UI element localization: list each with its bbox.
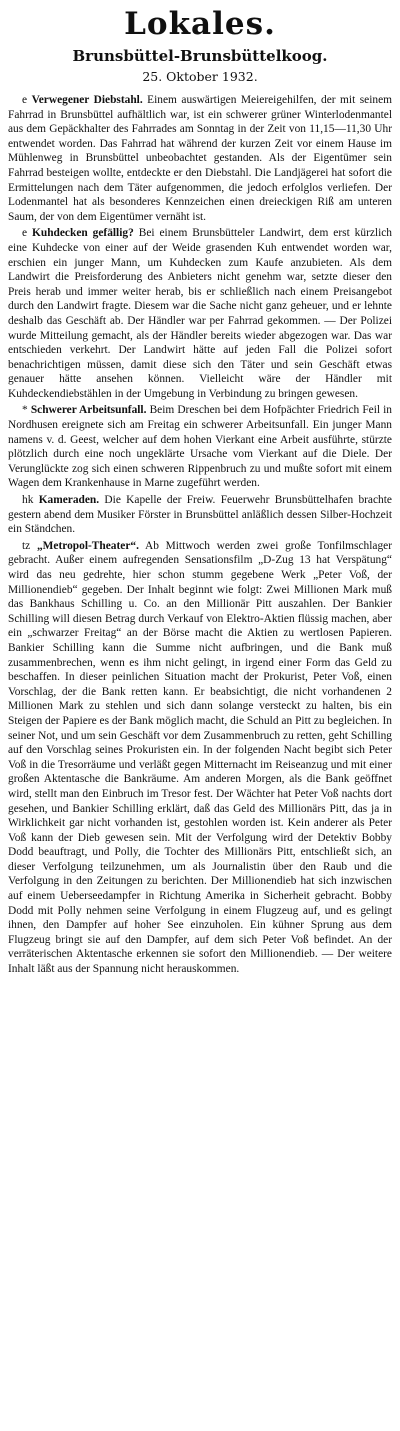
article-arbeitsunfall (8, 403, 392, 491)
article-kicker: * (22, 404, 28, 417)
article-kuhdecken (8, 226, 392, 401)
section-masthead: Lokales. (124, 6, 276, 42)
article-body: Einem auswärtigen Meiereigehilfen, der mit seinem Fahrrad in Brunsbüttel aufhältlich war, ist ein schwerer grüner Winterlodenmantel aus dem Gepäckhalter des Fahrrades am Sonntag in der Zeit von 11,15—11,30 Uhr entwendet worden. Das Fahrrad hat während der kurzen Zeit vor einem Hause im Mühlenweg in Brunsbüttel unbeobachtet gestanden. Als der Eigentümer sein Fahrrad besteigen wollte, entdeckte er den Diebstahl. Die Landjägerei hat sofort die Ermittelungen nach dem Täter aufgenommen, die jedoch erfolglos verliefen. Der Lodenmantel hat als besonderes Kennzeichen einen dreieckigen Riß am unteren Saum, der von dem Eigentümer vernäht ist. (8, 94, 392, 223)
article-kicker: e (22, 227, 28, 240)
article-headline: Schwerer Arbeitsunfall. (30, 404, 147, 417)
article-headline: Kuhdecken gefällig? (32, 227, 134, 240)
article-body: Beim Dreschen bei dem Hofpächter Friedrich Feil in Nordhusen ereignete sich am Freitag ein schwerer Arbeitsunfall. Ein junger Mann namens v. d. Geest, welcher auf dem hohen Vierkant eine Arbeit ausführte, stürzte plötzlich durch eine noch ungeklärte Ursache vom Vierkant auf die Diele. Der Verunglückte zog sich einen schweren Rippenbruch zu und mußte sofort mit einem Wagen dem Krankenhause in Marne zugeführt werden. (8, 404, 393, 490)
article-diebstahl (8, 93, 392, 224)
article-kicker: hk (22, 494, 34, 507)
article-headline: „Metropol-Theater“. (36, 539, 139, 552)
article-body: Bei einem Brunsbütteler Landwirt, dem erst kürzlich eine Kuhdecke von einer auf der Weide grasenden Kuh entwendet worden war, erschien ein junger Mann, um Kuhdecken zum Kaufe anzubieten. Als dem Landwirt die Preisforderung des Anbieters nicht genehm war, setzte dieser den Preis herab und immer weiter herab, bis er schließlich nach einem Preisangebot durch den Landwirt fragte. Diesem war die Sache nicht ganz geheuer, und er lehnte deshalb das Geschäft ab. Der Händler war per Fahrrad gekommen. — Der Polizei wurde Mitteilung gemacht, als der Händler bereits wieder abgezogen war. Das war entschieden verkehrt. Der Landwirt hätte auf jeden Fall die Polizei sofort benachrichtigen müssen, damit diese sich den Täter und sein Geschäft etwas genauer hätte ansehen können. Vielleicht wäre der Händler mit Kuhdeckendiebstählen in der Umgebung in Verbindung zu bringen gewesen. (8, 227, 392, 400)
article-kicker: tz (22, 539, 31, 552)
article-body: Ab Mittwoch werden zwei große Tonfilmschlager gebracht. Außer einem aufregenden Sensationsfilm „D-Zug 13 hat Verspätung“ wird das neu gedrehte, hier schon stumm gegebene Werk „Peter Voß, der Millionendieb“ gegeben. Der Inhalt beginnt wie folgt: Zwei Millionen Mark muß das Bankhaus Schilling u. Co. an den Millionär Pitt auszahlen. Der Bankier Schilling will diesen Betrag durch Verkauf von Elektro-Aktien flüssig machen, aber ein „schwarzer Freitag“ an der Börse macht die Aktien zu wertlosen Papieren. Bankier Schilling kann die Summe nicht aufbringen, und die Bank muß zusammenbrechen, wenn es ihm nicht gelingt, in irgend einer Form das Geld zu beschaffen. In dieser peinlichen Situation macht der Prokurist, Peter Voß, einen Vorschlag, der die Bank retten kann. Er beabsichtigt, die nicht vorhandenen 2 Millionen Mark zu stehlen und sich dann solange versteckt zu halten, bis ein Steigen der Papiere es der Bank möglich macht, die Schuld an Pitt zu begleichen. In seiner Not, und um sein Geschäft vor dem Zusammenbruch zu retten, geht Schilling auf den Vorschlag seines Prokuristen ein. In der folgenden Nacht begibt sich Peter Voß in die Tresorräume und verläßt gegen Mitternacht im Reiseanzug und mit einer großen Aktentasche die Bankräume. Am anderen Morgen, als die Bank geöffnet wird, stellt man den Einbruch im Tresor fest. Der Wächter hat Peter Voß nachts dort gesehen, und Bankier Schilling erklärt, daß das Geld des Millionärs Pitt, das ja in Wirklichkeit gar nicht vorhanden ist, gestohlen worden ist. Kein anderer als Peter Voß kann der Dieb gewesen sein. Mit der Verfolgung wird der Detektiv Bobby Dodd beauftragt, und Polly, die Tochter des Millionärs Pitt, entschließt sich, an dieser Verfolgung teilzunehmen, um als Journalistin über den Raub und die Verfolgung in den Zeitungen zu berichten. Der Millionendieb hat sich inzwischen auf einem Ueberseedampfer in Richtung Amerika in Sicherheit gebracht. Bobby Dodd mit Polly nehmen seine Verfolgung in einem Flugzeug auf, und es gelingt ihnen, den Dampfer auf hoher See einzuholen. Ein kühner Sprung aus dem Flugzeug bringt sie auf den Dampfer, auf dem sich Peter Voß befindet. An der verräterischen Aktentasche erkennen sie sofort den Millionendieb. — Der weitere Inhalt läßt aus der Spannung nicht herauskommen. (8, 539, 392, 976)
dateline: 25. Oktober 1932. (142, 69, 258, 84)
article-body: Die Kapelle der Freiw. Feuerwehr Brunsbüttelhafen brachte gestern abend dem Musiker Förster in Brunsbüttel anläßlich dessen Silber-Hochzeit ein Ständchen. (8, 494, 392, 536)
article-kameraden (8, 493, 392, 537)
article-headline: Kameraden. (38, 494, 100, 507)
article-kicker: e (22, 94, 28, 106)
local-subheading: Brunsbüttel-Brunsbüttelkoog. (72, 47, 328, 65)
article-headline: Verwegener Diebstahl. (31, 94, 143, 106)
article-metropol-theater (8, 539, 392, 977)
